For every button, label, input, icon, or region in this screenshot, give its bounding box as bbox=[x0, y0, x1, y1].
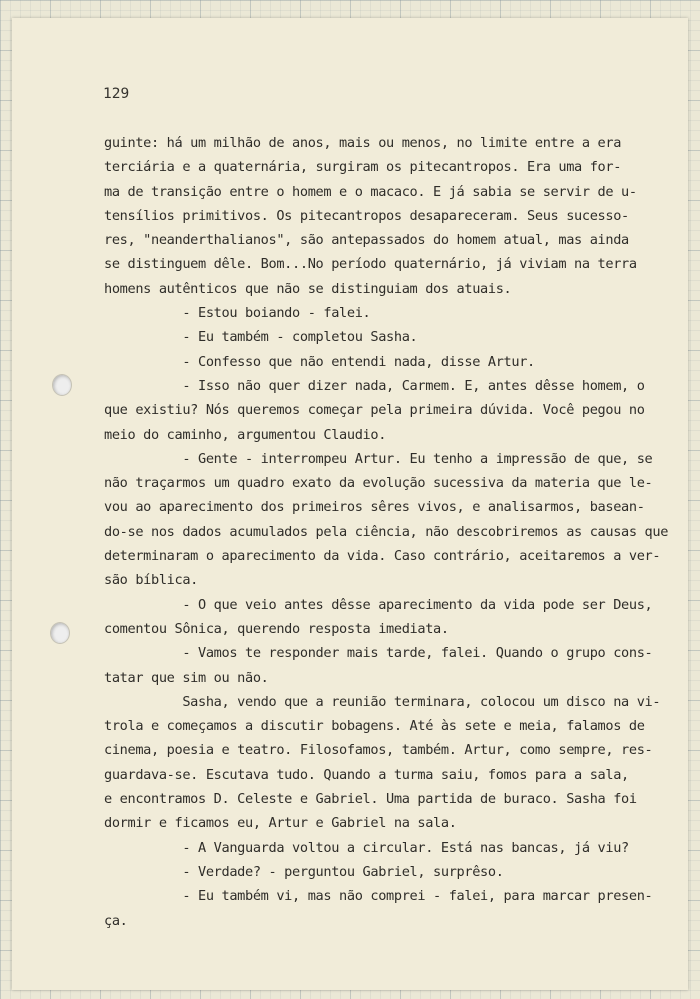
text-line: tatar que sim ou não. bbox=[104, 669, 269, 686]
punch-hole-bottom bbox=[50, 622, 70, 644]
text-line: se distinguem dêle. Bom...No período quaternário, já viviam na terra bbox=[104, 256, 637, 273]
text-line: homens autênticos que não se distinguiam dos atuais. bbox=[104, 280, 512, 297]
punch-hole-top bbox=[52, 374, 72, 396]
text-line: determinaram o aparecimento da vida. Caso contrário, aceitaremos a ver- bbox=[104, 548, 661, 565]
page-number: 129 bbox=[103, 86, 130, 102]
text-line: terciária e a quaternária, surgiram os pitecantropos. Era uma for- bbox=[104, 159, 622, 176]
text-line: - Estou boiando - falei. bbox=[104, 305, 371, 322]
text-line: meio do caminho, argumentou Claudio. bbox=[104, 426, 387, 443]
text-line: - Eu também - completou Sasha. bbox=[104, 329, 418, 346]
text-line: - Confesso que não entendi nada, disse Artur. bbox=[104, 353, 535, 370]
text-line: trola e começamos a discutir bobagens. Até às sete e meia, falamos de bbox=[104, 718, 645, 735]
text-line: - Verdade? - perguntou Gabriel, surprêso. bbox=[104, 863, 504, 880]
text-line: ça. bbox=[104, 912, 128, 929]
text-line: - O que veio antes dêsse aparecimento da vida pode ser Deus, bbox=[104, 596, 653, 613]
text-line: vou ao aparecimento dos primeiros sêres vivos, e analisarmos, basean- bbox=[104, 499, 645, 516]
text-line: guinte: há um milhão de anos, mais ou menos, no limite entre a era bbox=[104, 135, 622, 151]
text-line: res, "neanderthalianos", são antepassados do homem atual, mas ainda bbox=[104, 232, 629, 249]
text-line: guardava-se. Escutava tudo. Quando a turma saiu, fomos para a sala, bbox=[104, 766, 629, 783]
page-text bbox=[104, 131, 679, 933]
text-line: comentou Sônica, querendo resposta imediata. bbox=[104, 620, 449, 637]
text-line: ma de transição entre o homem e o macaco. E já sabia se servir de u- bbox=[104, 183, 637, 200]
text-line: são bíblica. bbox=[104, 572, 199, 589]
text-line: que existiu? Nós queremos começar pela primeira dúvida. Você pegou no bbox=[104, 402, 645, 419]
text-line: do-se nos dados acumulados pela ciência, não descobriremos as causas que bbox=[104, 523, 669, 540]
text-line: - Gente - interrompeu Artur. Eu tenho a impressão de que, se bbox=[104, 450, 653, 467]
text-line: dormir e ficamos eu, Artur e Gabriel na sala. bbox=[104, 815, 457, 832]
text-line: cinema, poesia e teatro. Filosofamos, também. Artur, como sempre, res- bbox=[104, 742, 653, 759]
text-line: - Isso não quer dizer nada, Carmem. E, antes dêsse homem, o bbox=[104, 377, 645, 394]
text-line: Sasha, vendo que a reunião terminara, colocou um disco na vi- bbox=[104, 693, 661, 710]
text-line: tensílios primitivos. Os pitecantropos desapareceram. Seus sucesso- bbox=[104, 207, 629, 224]
text-line: e encontramos D. Celeste e Gabriel. Uma partida de buraco. Sasha foi bbox=[104, 791, 637, 808]
text-line: - A Vanguarda voltou a circular. Está nas bancas, já viu? bbox=[104, 839, 629, 856]
text-line: não traçarmos um quadro exato da evolução sucessiva da materia que le- bbox=[104, 475, 653, 492]
text-line: - Eu também vi, mas não comprei - falei, para marcar presen- bbox=[104, 888, 653, 905]
text-line: - Vamos te responder mais tarde, falei. Quando o grupo cons- bbox=[104, 645, 653, 662]
